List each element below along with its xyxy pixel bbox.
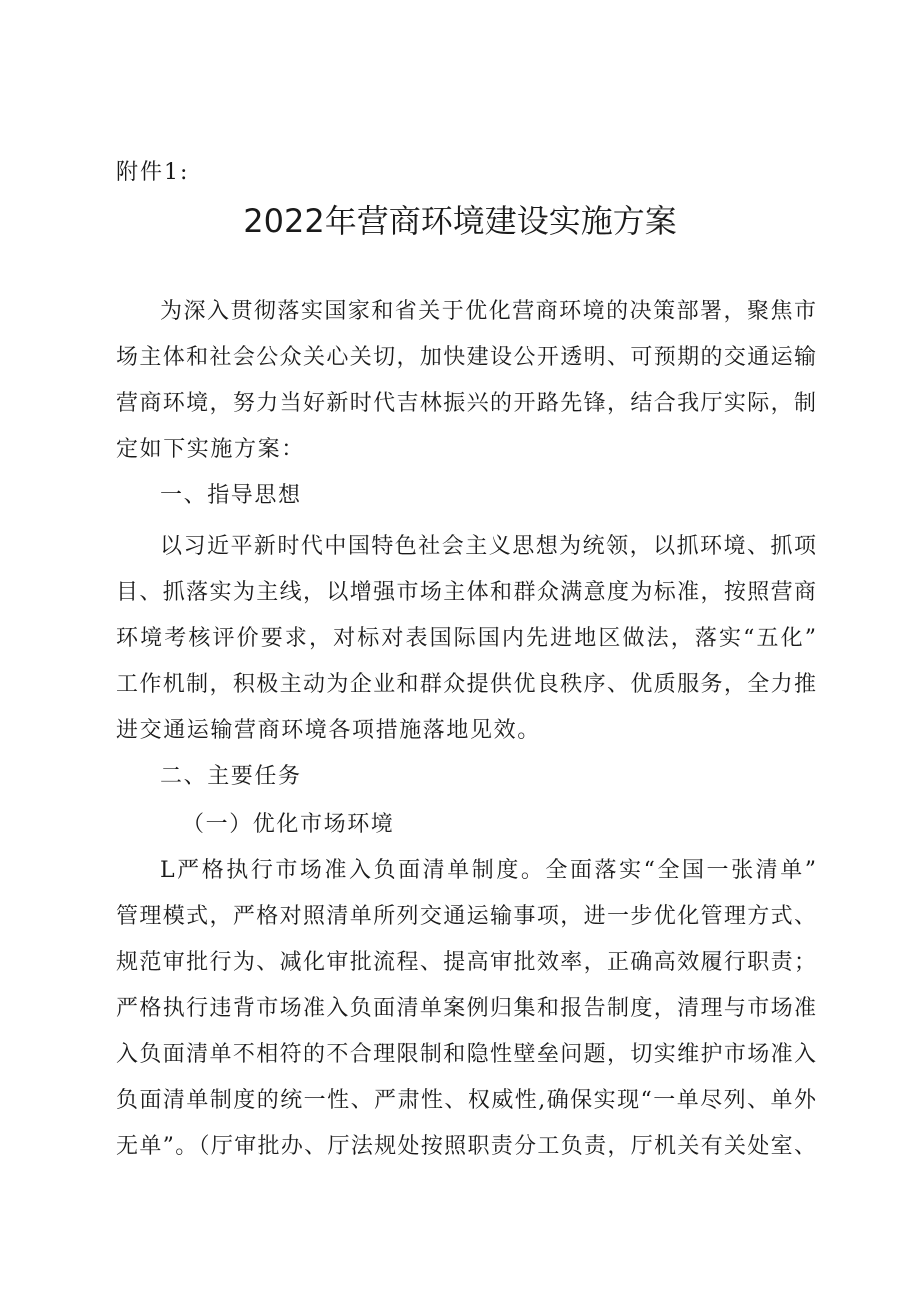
paragraph-line: 无单”。（厅审批办、厅法规处按照职责分工负责，厅机关有关处室、: [116, 1134, 816, 1159]
paragraph-line: 负面清单制度的统一性、严肃性、权威性,确保实现“一单尽列、单外: [116, 1088, 816, 1113]
paragraph-line: 工作机制，积极主动为企业和群众提供优良秩序、优质服务，全力推: [116, 672, 816, 697]
paragraph-line: 以习近平新时代中国特色社会主义思想为统领，以抓环境、抓项: [160, 534, 816, 559]
paragraph-line: L严格执行市场准入负面清单制度。全面落实“全国一张清单”: [160, 858, 816, 883]
paragraph-line: 为深入贯彻落实国家和省关于优化营商环境的决策部署，聚焦市: [160, 299, 816, 324]
paragraph-line: 进交通运输营商环境各项措施落地见效。: [116, 718, 541, 743]
document-title: 2022年营商环境建设实施方案: [243, 202, 677, 240]
paragraph-line: 环境考核评价要求，对标对表国际国内先进地区做法，落实“五化”: [116, 626, 816, 651]
paragraph-line: 入负面清单不相符的不合理限制和隐性壁垒问题，切实维护市场准入: [116, 1042, 816, 1067]
section-heading: 一、指导思想: [160, 483, 302, 508]
paragraph-line: 场主体和社会公众关心关切，加快建设公开透明、可预期的交通运输: [116, 345, 816, 370]
section-heading: 二、主要任务: [160, 764, 302, 789]
paragraph-line: 管理模式，严格对照清单所列交通运输事项，进一步优化管理方式、: [116, 904, 816, 929]
paragraph-line: 规范审批行为、减化审批流程、提高审批效率，正确高效履行职责；: [116, 950, 816, 975]
paragraph-line: 营商环境，努力当好新时代吉林振兴的开路先锋，结合我厅实际，制: [116, 391, 816, 416]
attachment-label: 附件1:: [116, 160, 190, 185]
paragraph-line: 严格执行违背市场准入负面清单案例归集和报告制度，清理与市场准: [116, 996, 816, 1021]
paragraph-line: 目、抓落实为主线，以增强市场主体和群众满意度为标准，按照营商: [116, 580, 816, 605]
paragraph-line: 定如下实施方案：: [116, 437, 305, 462]
subsection-heading: （一）优化市场环境: [182, 812, 395, 837]
